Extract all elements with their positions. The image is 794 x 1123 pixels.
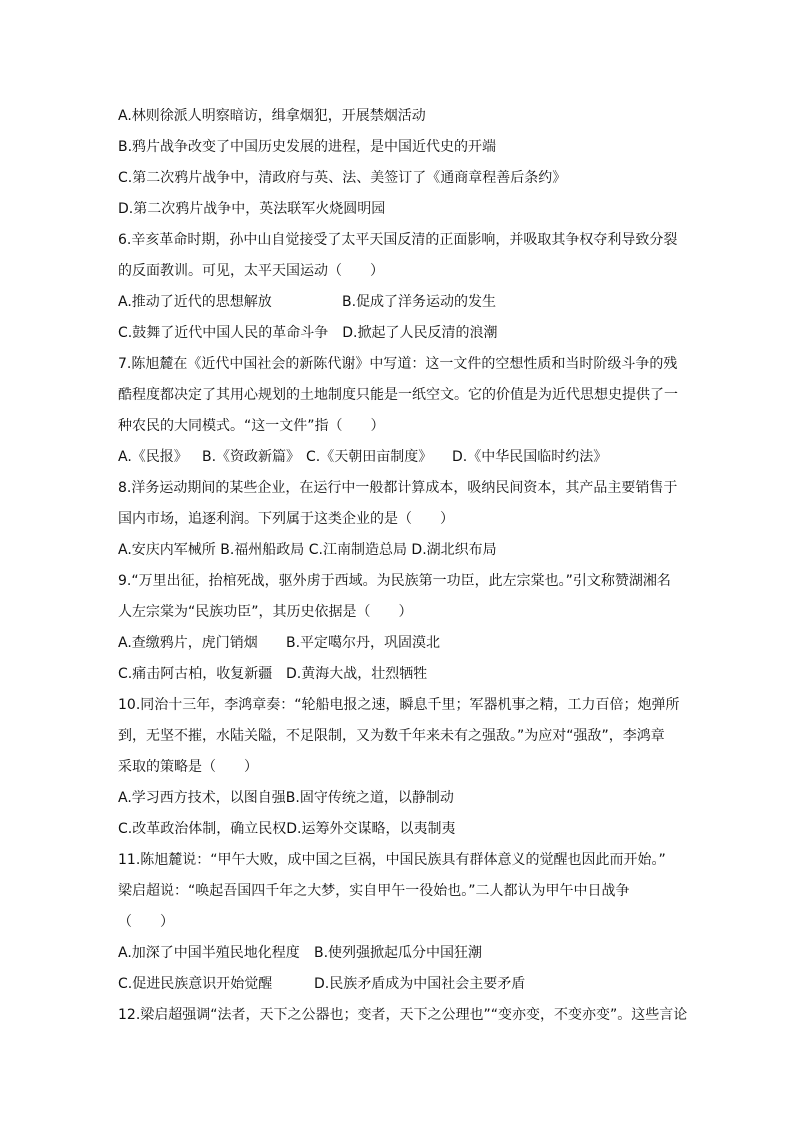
question-11-options-row xyxy=(118,969,678,1000)
option-d: D.《中华民国临时约法》 xyxy=(452,449,608,465)
option-line: D.第二次鸦片战争中，英法联军火烧圆明园 xyxy=(118,201,386,217)
option-a: A.《民报》 xyxy=(118,449,188,465)
option-b: B.促成了洋务运动的发生 xyxy=(342,294,497,310)
question-10-options-row: C.改革政治体制，确立民权D.运筹外交谋略，以夷制夷 xyxy=(118,821,456,837)
question-10-line: 到，无坚不摧，水陆关隘，不足限制，又为数千年来未有之强敌。”为应对“强敌”，李鸿章 xyxy=(118,728,665,744)
question-7-line: 种农民的大同模式。“这一文件”指（ ） xyxy=(118,418,385,434)
option-b: B.使列强掀起瓜分中国狂潮 xyxy=(314,945,483,961)
question-9-options-row xyxy=(118,659,678,690)
question-9-line: 9.“万里出征，抬棺死战，驱外虏于西域。为民族第一功臣，此左宗棠也。”引文称赞湖湘名 xyxy=(118,573,671,589)
question-7-options-row xyxy=(118,442,678,473)
question-10-line: 采取的策略是（ ） xyxy=(118,759,258,775)
option-a: A.加深了中国半殖民地化程度 xyxy=(118,945,300,961)
option-a: A.查缴鸦片，虎门销烟 xyxy=(118,635,258,651)
question-6-line: 6.辛亥革命时期，孙中山自觉接受了太平天国反清的正面影响，并吸取其争权夺利导致分裂 xyxy=(118,232,678,248)
question-6-options-row xyxy=(118,287,678,318)
option-line: B.鸦片战争改变了中国历史发展的进程，是中国近代史的开端 xyxy=(118,139,497,155)
question-10-options-row: A.学习西方技术，以图自强B.固守传统之道，以静制动 xyxy=(118,790,454,806)
document-page xyxy=(118,101,688,1031)
option-b: B.《资政新篇》 xyxy=(202,449,301,465)
option-d: D.黄海大战，壮烈牺牲 xyxy=(286,666,428,682)
option-c: C.《天朝田亩制度》 xyxy=(306,449,433,465)
option-line: A.林则徐派人明察暗访，缉拿烟犯，开展禁烟活动 xyxy=(118,108,426,124)
question-12-line: 12.梁启超强调“法者，天下之公器也；变者，天下之公理也”“变亦变，不变亦变”。这些言论 xyxy=(118,1007,688,1023)
question-11-line: 11.陈旭麓说：“甲午大败，成中国之巨祸，中国民族具有群体意义的觉醒也因此而开始。” xyxy=(118,852,666,868)
question-8-line: 8.洋务运动期间的某些企业，在运行中一般都计算成本，吸纳民间资本，其产品主要销售于 xyxy=(118,480,678,496)
question-7-line: 7.陈旭麓在《近代中国社会的新陈代谢》中写道：这一文件的空想性质和当时阶级斗争的残 xyxy=(118,356,678,372)
question-9-options-row xyxy=(118,628,678,659)
option-c: C.痛击阿古柏，收复新疆 xyxy=(118,666,273,682)
option-d: D.民族矛盾成为中国社会主要矛盾 xyxy=(314,976,526,992)
question-11-line: （ ） xyxy=(118,914,174,930)
question-10-line: 10.同治十三年，李鸿章奏：“轮船电报之速，瞬息千里；军器机事之精，工力百倍；炮弹所 xyxy=(118,697,680,713)
option-c: C.促进民族意识开始觉醒 xyxy=(118,976,273,992)
question-8-line: 国内市场，追逐利润。下列属于这类企业的是（ ） xyxy=(118,511,454,527)
question-8-options-row: A.安庆内军械所 B.福州船政局 C.江南制造总局 D.湖北织布局 xyxy=(118,542,497,558)
question-6-options-row: C.鼓舞了近代中国人民的革命斗争 D.掀起了人民反清的浪潮 xyxy=(118,325,498,341)
question-6-line: 的反面教训。可见，太平天国运动（ ） xyxy=(118,263,384,279)
option-line: C.第二次鸦片战争中，清政府与英、法、美签订了《通商章程善后条约》 xyxy=(118,170,567,186)
question-9-line: 人左宗棠为“民族功臣”，其历史依据是（ ） xyxy=(118,604,413,620)
question-11-line: 梁启超说：“唤起吾国四千年之大梦，实自甲午一役始也。”二人都认为甲午中日战争 xyxy=(118,883,630,899)
option-b: B.平定噶尔丹，巩固漠北 xyxy=(286,635,441,651)
option-a: A.推动了近代的思想解放 xyxy=(118,294,272,310)
question-11-options-row xyxy=(118,938,678,969)
question-7-line: 酷程度都决定了其用心规划的土地制度只能是一纸空文。它的价值是为近代思想史提供了一 xyxy=(118,387,678,403)
